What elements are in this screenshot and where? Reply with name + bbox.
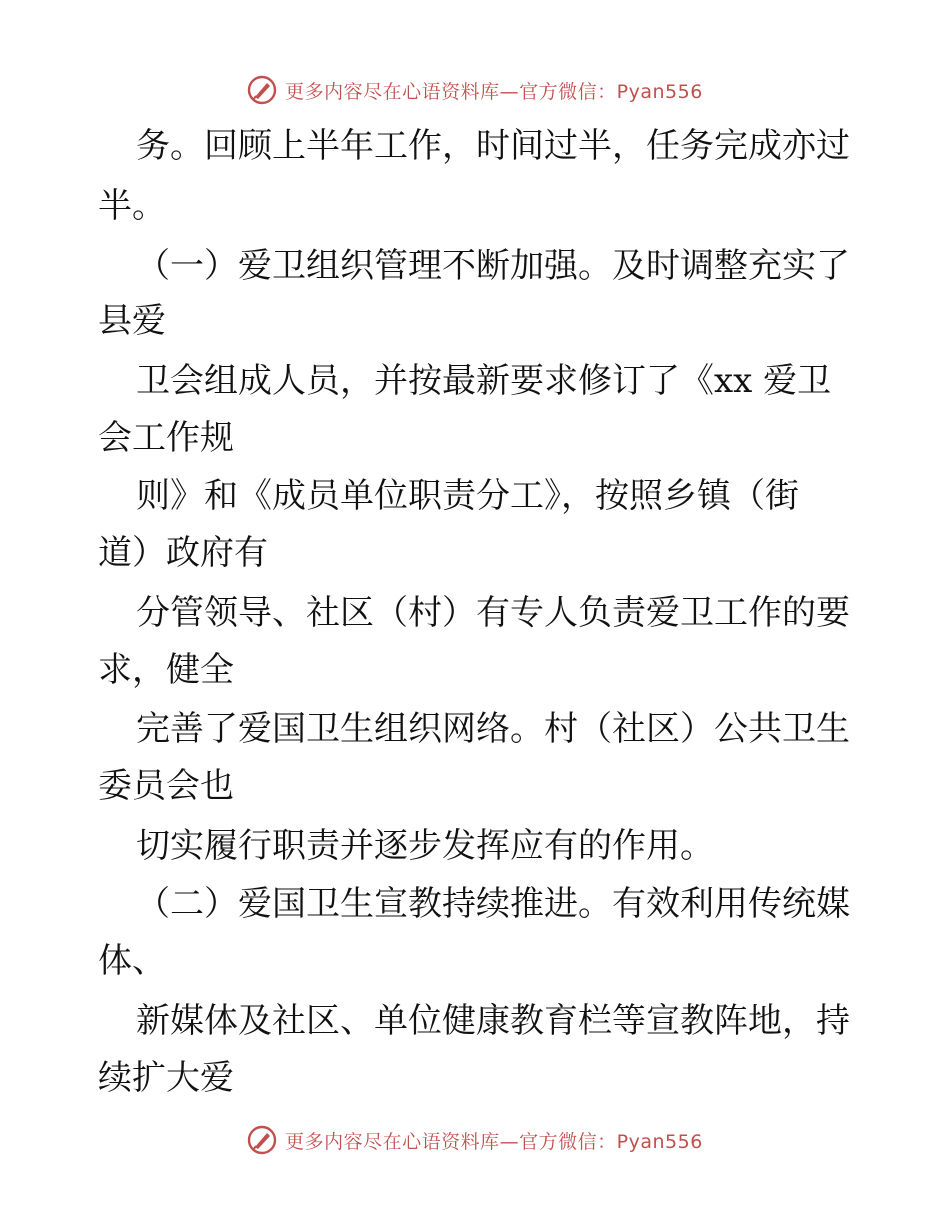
quill-pen-icon <box>247 75 277 105</box>
body-line: （二）爱国卫生宣教持续推进。有效利用传统媒 <box>136 884 850 924</box>
header-watermark-banner <box>0 70 950 110</box>
body-line: 会工作规 <box>98 418 234 458</box>
body-line: 新媒体及社区、单位健康教育栏等宣教阵地，持 <box>136 1001 850 1041</box>
header-watermark-text: 更多内容尽在心语资料库—官方微信：Pyan556 <box>285 80 703 103</box>
body-line: 切实履行职责并逐步发挥应有的作用。 <box>136 826 714 866</box>
body-line: 务。回顾上半年工作，时间过半，任务完成亦过 <box>136 126 850 166</box>
body-line: 则》和《成员单位职责分工》，按照乡镇（街 <box>136 476 799 516</box>
footer-watermark-text: 更多内容尽在心语资料库—官方微信：Pyan556 <box>285 1130 703 1153</box>
body-line: 道）政府有 <box>98 533 268 573</box>
quill-pen-icon <box>247 1125 277 1155</box>
footer-watermark-banner <box>0 1120 950 1160</box>
body-line: （一）爱卫组织管理不断加强。及时调整充实了 <box>136 246 850 286</box>
body-line: 体、 <box>98 941 166 981</box>
body-line: 委员会也 <box>98 766 234 806</box>
body-line: 县爱 <box>98 301 166 341</box>
body-line: 半。 <box>98 186 166 226</box>
body-line: 分管领导、社区（村）有专人负责爱卫工作的要 <box>136 593 850 633</box>
body-line: 卫会组成人员，并按最新要求修订了《xx 爱卫 <box>136 361 832 401</box>
body-line: 完善了爱国卫生组织网络。村（社区）公共卫生 <box>136 709 850 749</box>
body-line: 求，健全 <box>98 650 234 690</box>
body-line: 续扩大爱 <box>98 1058 234 1098</box>
